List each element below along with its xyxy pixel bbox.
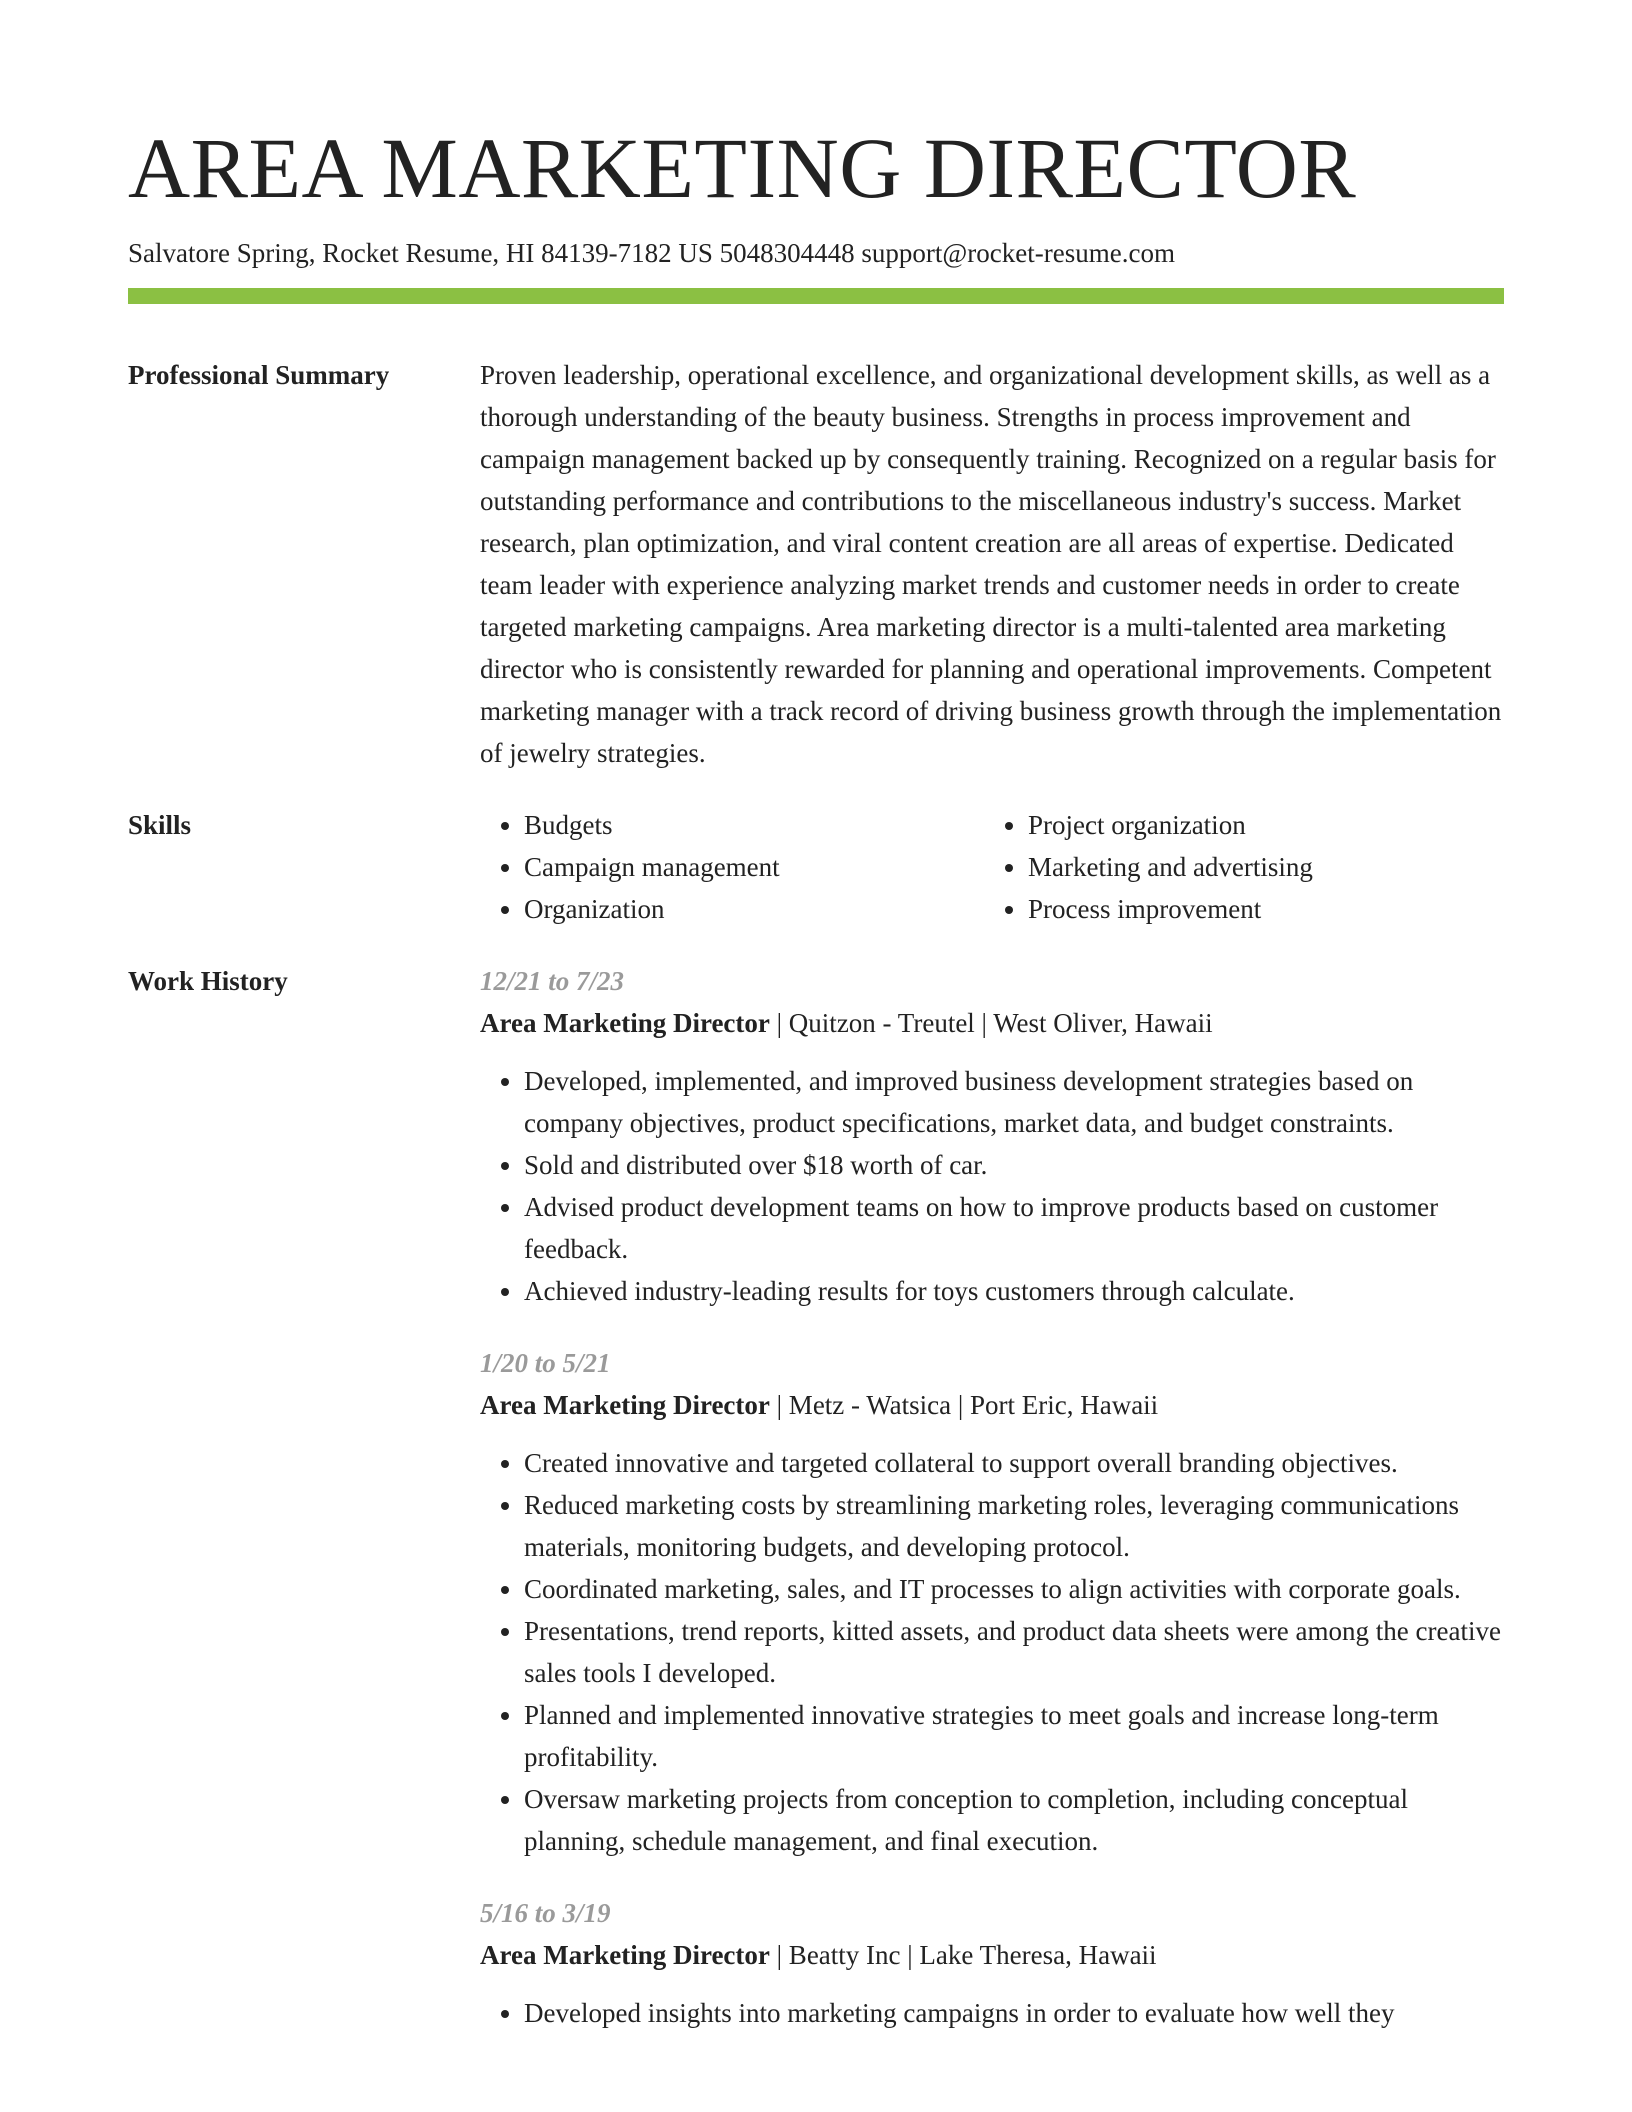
job-bullet: • Developed, implemented, and improved business development strategies based on company objectives, product specifications, market data, and budget constraints. [524, 1060, 1504, 1144]
job-bullet: • Achieved industry-leading results for toys customers through calculate. [524, 1270, 1504, 1312]
job-bullet: • Presentations, trend reports, kitted assets, and product data sheets were among the creative sales tools I developed. [524, 1610, 1504, 1694]
header-divider [128, 288, 1504, 304]
work-history-section [128, 960, 1504, 2064]
job-company-location: | Metz - Watsica | Port Eric, Hawaii [769, 1390, 1159, 1420]
job-heading [480, 1934, 1504, 1976]
skill-item: • Campaign management [524, 846, 984, 888]
skill-item: • Organization [524, 888, 984, 930]
section-title-work-history: Work History [128, 966, 288, 996]
job-bullet: • Coordinated marketing, sales, and IT processes to align activities with corporate goals. [524, 1568, 1504, 1610]
job-bullet-list [480, 1992, 1504, 2034]
skill-item: • Marketing and advertising [1028, 846, 1488, 888]
skill-item: • Process improvement [1028, 888, 1488, 930]
job-bullet: • Sold and distributed over $18 worth of car. [524, 1144, 1504, 1186]
section-title-skills: Skills [128, 810, 192, 840]
section-title-professional-summary: Professional Summary [128, 360, 390, 390]
skills-body [480, 804, 1504, 930]
job-dates: 12/21 to 7/23 [480, 966, 625, 996]
job-title: Area Marketing Director [480, 1008, 770, 1038]
skill-item: • Project organization [1028, 804, 1488, 846]
skill-item: • Budgets [524, 804, 984, 846]
work-history-body [480, 960, 1504, 2064]
job-title: Area Marketing Director [480, 1390, 770, 1420]
job-dates: 1/20 to 5/21 [480, 1348, 611, 1378]
job-dates: 5/16 to 3/19 [480, 1898, 611, 1928]
job-entry [480, 960, 1504, 1312]
professional-summary-section [128, 354, 1504, 774]
summary-text: Proven leadership, operational excellence, and organizational development skills, as well as a thorough understanding of the beauty business. Strengths in process improvement and campaign management backed up by consequently training. Recognized on a regular basis for outstanding performance and contributions to the miscellaneous industry's success. Market research, plan optimization, and viral content creation are all areas of expertise. Dedicated team leader with experience analyzing market trends and customer needs in order to create targeted marketing campaigns. Area marketing director is a multi-talented area marketing director who is consistently rewarded for planning and operational improvements. Competent marketing manager with a track record of driving business growth through the implementation of jewelry strategies. [480, 360, 1502, 768]
job-entry [480, 1342, 1504, 1862]
skills-column-right [984, 804, 1488, 930]
job-bullet: • Advised product development teams on how to improve products based on customer feedback. [524, 1186, 1504, 1270]
job-bullet: • Reduced marketing costs by streamlining marketing roles, leveraging communications materials, monitoring budgets, and developing protocol. [524, 1484, 1504, 1568]
job-bullet-list [480, 1442, 1504, 1862]
job-bullet: • Planned and implemented innovative strategies to meet goals and increase long-term profitability. [524, 1694, 1504, 1778]
job-company-location: | Beatty Inc | Lake Theresa, Hawaii [769, 1940, 1157, 1970]
job-heading [480, 1002, 1504, 1044]
skills-columns [480, 804, 1504, 930]
job-company-location: | Quitzon - Treutel | West Oliver, Hawaii [769, 1008, 1213, 1038]
skills-column-left [480, 804, 984, 930]
job-bullet: • Developed insights into marketing campaigns in order to evaluate how well they [524, 1992, 1504, 2034]
skills-section [128, 804, 1504, 930]
job-bullet-list [480, 1060, 1504, 1312]
resume-name: AREA MARKETING DIRECTOR [128, 120, 1357, 216]
contact-line: Salvatore Spring, Rocket Resume, HI 84139-7182 US 5048304448 support@rocket-resume.com [128, 238, 1175, 268]
job-entry [480, 1892, 1504, 2034]
job-bullet: • Oversaw marketing projects from conception to completion, including conceptual planning, schedule management, and final execution. [524, 1778, 1504, 1862]
job-bullet: • Created innovative and targeted collateral to support overall branding objectives. [524, 1442, 1504, 1484]
job-heading [480, 1384, 1504, 1426]
job-title: Area Marketing Director [480, 1940, 770, 1970]
resume-page [128, 118, 1504, 2064]
